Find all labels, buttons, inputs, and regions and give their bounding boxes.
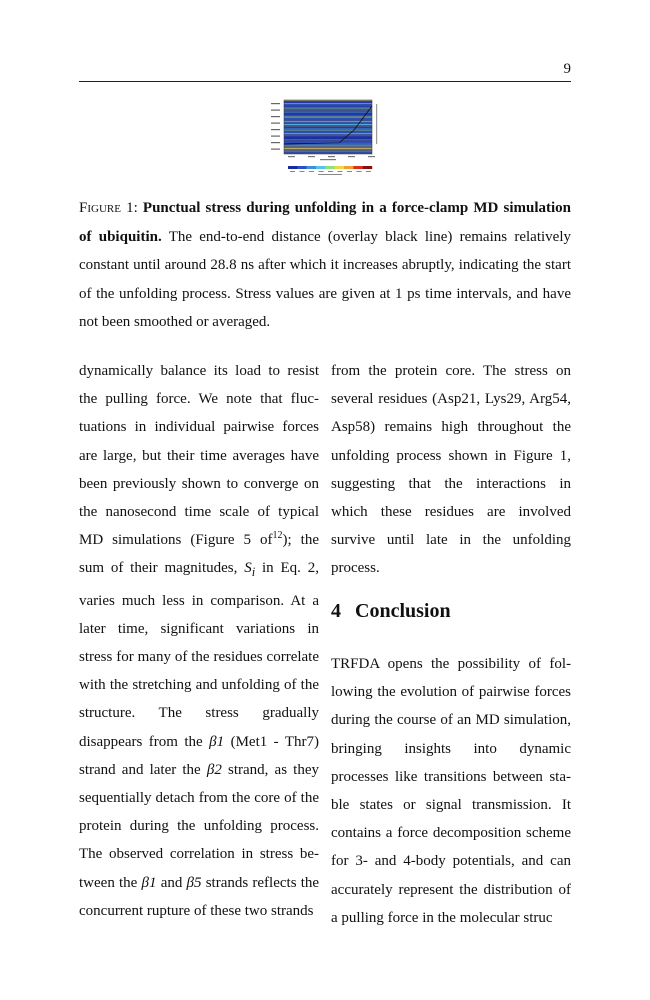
heatmap-stripe xyxy=(284,153,372,154)
left-text-5: strand, as they sequentially detach from the core of the protein during the unfolding process. The observed correlation in stress between the xyxy=(79,761,319,891)
heatmap-stripe xyxy=(284,121,372,122)
heatmap-stripe xyxy=(284,106,372,107)
x-tick-mark xyxy=(348,156,355,157)
right-column xyxy=(331,357,571,583)
axis-label-mark xyxy=(271,129,280,130)
axis-label-mark xyxy=(271,136,280,137)
x-tick-mark xyxy=(368,156,375,157)
heatmap-stripe xyxy=(284,108,372,109)
heatmap-stripe xyxy=(284,136,372,137)
heatmap-image xyxy=(266,98,384,178)
colorbar-segment xyxy=(325,166,335,169)
right-text-1: from the protein core. The stress on several residues (Asp21, Lys29, Arg54, Asp58) remains high throughout the unfolding process shown in Figure 1, suggesting that the interactions in which these residues are involved survive until late in the unfolding process. xyxy=(331,363,571,577)
colorbar-segment xyxy=(288,166,298,169)
heatmap-stripe xyxy=(284,145,372,146)
colorbar-tick-mark xyxy=(300,171,305,172)
colorbar-tick-mark xyxy=(338,171,343,172)
heatmap-stripe xyxy=(284,112,372,113)
heatmap-stripe xyxy=(284,117,372,118)
axis-label-mark xyxy=(271,116,280,117)
x-tick-mark xyxy=(308,156,315,157)
left-text-7: strands reflects the concurrent rupture of these two strands xyxy=(79,874,320,919)
section-heading xyxy=(331,600,451,623)
left-text-2: ); the sum of their magnitudes, xyxy=(79,532,319,577)
heatmap-stripe xyxy=(284,118,372,119)
conclusion-text xyxy=(331,650,571,932)
heatmap-stripe xyxy=(284,103,372,104)
x-tick-mark xyxy=(328,156,335,157)
colorbar-tick-mark xyxy=(328,171,333,172)
section-number: 4 xyxy=(331,600,341,622)
heatmap-stripe xyxy=(284,129,372,130)
heatmap-stripe xyxy=(284,138,372,139)
colorbar-segment xyxy=(335,166,345,169)
symbol-s: S xyxy=(244,560,252,577)
heatmap-stripe xyxy=(284,147,372,148)
colorbar-tick-mark xyxy=(319,171,324,172)
section-title: Conclusion xyxy=(355,600,451,622)
colorbar-segment xyxy=(297,166,307,169)
heatmap-stripe xyxy=(284,150,372,151)
page-number: 9 xyxy=(563,61,571,77)
axis-label-mark xyxy=(271,110,280,111)
beta2-strand: β2 xyxy=(206,761,222,778)
heatmap-stripe xyxy=(284,139,372,140)
x-axis-label-mark xyxy=(320,159,336,160)
heatmap-stripe xyxy=(284,151,372,152)
axis-label-mark xyxy=(271,142,280,143)
axis-label-mark xyxy=(271,123,280,124)
beta1-strand: β1 xyxy=(209,733,225,750)
heatmap-stripe xyxy=(284,115,372,116)
beta5-strand: β5 xyxy=(186,874,202,891)
x-tick-mark xyxy=(288,156,295,157)
conclusion-body: TRFDA opens the possibility of following the evolution of pairwise forces during the course of an MD simulation, bringing insights into dynamic processes like transitions between stable states or signal transmission. It contains a force decomposition scheme for 3- and 4-body potentials, and can accurately represent the distribution of a pulling force in the molecular struc xyxy=(331,656,571,926)
heatmap-stripe xyxy=(284,105,372,106)
axis-label-mark xyxy=(271,103,280,104)
heatmap-stripe xyxy=(284,130,372,131)
symbol-subscript: i xyxy=(251,565,256,580)
heatmap-stripe xyxy=(284,102,372,103)
citation-ref: 12 xyxy=(272,530,283,542)
header-rule xyxy=(79,81,571,82)
left-text-4: (Met1 - Thr7) strand and later the xyxy=(79,733,320,778)
colorbar-tick-mark xyxy=(366,171,371,172)
heatmap-stripe xyxy=(284,141,372,142)
heatmap-stripe xyxy=(284,120,372,121)
colorbar-label-mark xyxy=(318,174,342,175)
colorbar-tick-mark xyxy=(357,171,362,172)
beta1-strand-b: β1 xyxy=(141,874,157,891)
right-axis-label-mark xyxy=(376,104,377,144)
left-text-1: dynamically balance its load to resist the pulling force. We note that fluctuations in individual pairwise forces are large, but their time averages have been previously shown to converge on the nanosecond time scale of typical MD simulations (Figure 5 of xyxy=(79,363,319,549)
colorbar-segment xyxy=(344,166,354,169)
heatmap-stripe xyxy=(284,111,372,112)
heatmap-stripe xyxy=(284,148,372,149)
caption-title: Punctual stress during unfolding in a force-clamp MD simulation of ubiquitin. xyxy=(79,200,572,245)
caption-body: The end-to-end distance (overlay black line) remains relatively constant until around 28.8 ns after which it increases abruptly, indicating the start of the unfolding process. Stress values are given at 1 ps time intervals, and have not been smoothed or averaged. xyxy=(79,228,571,330)
left-column xyxy=(79,357,319,925)
heatmap-stripe xyxy=(284,109,372,110)
figure-caption xyxy=(79,194,571,337)
caption-label: Figure 1: xyxy=(79,200,138,216)
colorbar-segment xyxy=(307,166,317,169)
colorbar-segment xyxy=(316,166,326,169)
left-text-6: and xyxy=(160,874,183,891)
left-text-3: in Eq. 2, varies much less in comparison. At a later time, significant variations in stress for many of the residues correlate with the stretching and unfolding of the structure. The stress gradually disappears from the xyxy=(79,560,319,750)
heatmap-stripe xyxy=(284,126,372,127)
colorbar-segment xyxy=(353,166,363,169)
axis-label-mark xyxy=(271,149,280,150)
figure-heatmap xyxy=(266,98,384,178)
heatmap-stripe xyxy=(284,135,372,136)
heatmap-stripe xyxy=(284,127,372,128)
heatmap-stripe xyxy=(284,114,372,115)
colorbar-tick-mark xyxy=(290,171,295,172)
heatmap-stripe xyxy=(284,132,372,133)
colorbar-tick-mark xyxy=(347,171,352,172)
heatmap-stripe xyxy=(284,133,372,134)
colorbar-segment xyxy=(363,166,373,169)
colorbar-tick-mark xyxy=(309,171,314,172)
